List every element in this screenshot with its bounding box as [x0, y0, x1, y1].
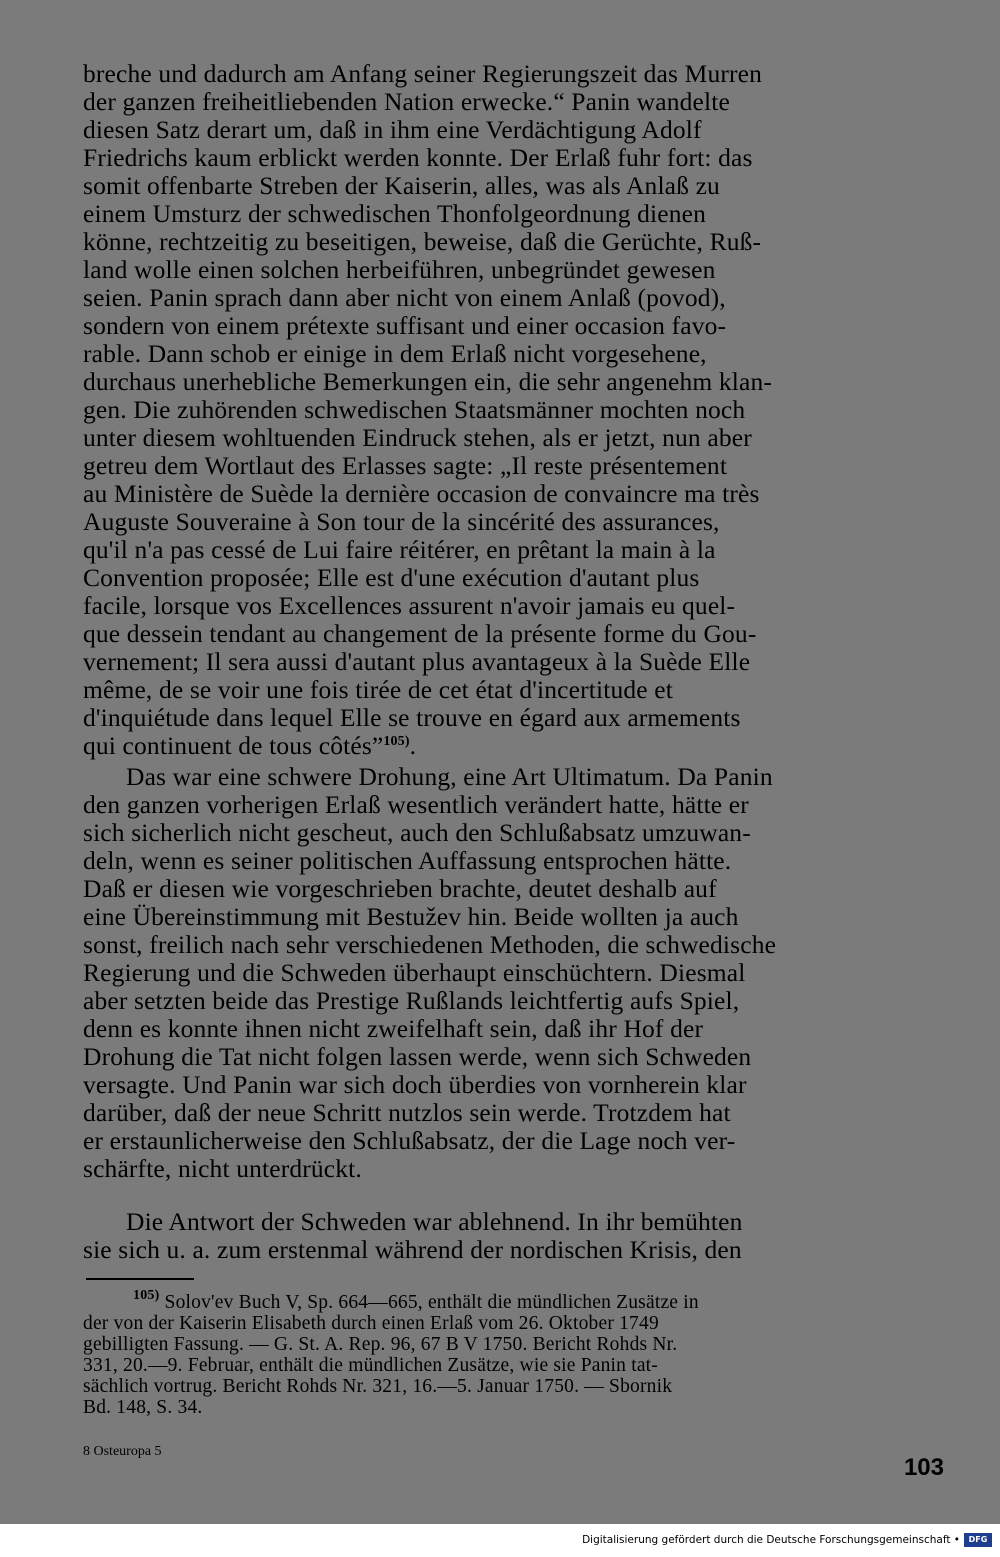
body-line: sie sich u. a. zum erstenmal während der nordischen Krisis, den: [83, 1235, 742, 1264]
footnote-line: gebilligten Fassung. — G. St. A. Rep. 96, 67 B V 1750. Bericht Rohds Nr.: [83, 1334, 678, 1355]
footnote-line: Bd. 148, S. 34.: [83, 1397, 203, 1418]
body-line: den ganzen vorherigen Erlaß wesentlich verändert hatte, hätte er: [83, 790, 749, 819]
body-line: facile, lorsque vos Excellences assurent n'avoir jamais eu quel-: [83, 591, 736, 620]
body-line: diesen Satz derart um, daß in ihm eine Verdächtigung Adolf: [83, 115, 702, 144]
body-line: somit offenbarte Streben der Kaiserin, alles, was als Anlaß zu: [83, 171, 720, 200]
printer-signature: 8 Osteuropa 5: [83, 1444, 162, 1459]
body-line: breche und dadurch am Anfang seiner Regierungszeit das Murren: [83, 59, 762, 88]
body-line: même, de se voir une fois tirée de cet état d'incertitude et: [83, 675, 673, 704]
body-line: seien. Panin sprach dann aber nicht von einem Anlaß (povod),: [83, 283, 726, 312]
body-line: deln, wenn es seiner politischen Auffassung entsprochen hätte.: [83, 846, 732, 875]
footnote-divider: [86, 1278, 194, 1280]
body-line: denn es konnte ihnen nicht zweifelhaft sein, daß ihr Hof der: [83, 1014, 704, 1043]
body-line: vernement; Il sera aussi d'autant plus avantageux à la Suède Elle: [83, 647, 751, 676]
body-text: qui continuent de tous côtés”: [83, 731, 384, 760]
footnote-line: [133, 1288, 943, 1313]
body-line: getreu dem Wortlaut des Erlasses sagte: „Il reste présentement: [83, 451, 728, 480]
funding-credit[interactable]: Digitalisierung gefördert durch die Deutsche Forschungsgemeinschaft •: [582, 1534, 960, 1546]
body-line: que dessein tendant au changement de la présente forme du Gou-: [83, 619, 757, 648]
footnote-line: 331, 20.—9. Februar, enthält die mündlichen Zusätze, wie sie Panin tat-: [83, 1355, 658, 1376]
body-line: eine Übereinstimmung mit Bestužev hin. Beide wollten ja auch: [83, 902, 739, 931]
body-line: unter diesem wohltuenden Eindruck stehen, als er jetzt, nun aber: [83, 423, 752, 452]
body-line: darüber, daß der neue Schritt nutzlos sein werde. Trotzdem hat: [83, 1098, 731, 1127]
body-line: der ganzen freiheitliebenden Nation erwecke.“ Panin wandelte: [83, 87, 730, 116]
body-line: könne, rechtzeitig zu beseitigen, beweise, daß die Gerüchte, Ruß-: [83, 227, 762, 256]
body-line: Die Antwort der Schweden war ablehnend. In ihr bemühten: [126, 1207, 743, 1236]
footnote-line: sächlich vortrug. Bericht Rohds Nr. 321, 16.—5. Januar 1750. — Sbornik: [83, 1376, 673, 1397]
page-number: 103: [903, 1454, 944, 1481]
body-line: Das war eine schwere Drohung, eine Art Ultimatum. Da Panin: [126, 762, 773, 791]
body-line: d'inquiétude dans lequel Elle se trouve en égard aux armements: [83, 703, 741, 732]
body-line: aber setzten beide das Prestige Rußlands leichtfertig aufs Spiel,: [83, 986, 740, 1015]
body-line: Convention proposée; Elle est d'une exécution d'autant plus: [83, 563, 700, 592]
body-line: au Ministère de Suède la dernière occasion de convaincre ma très: [83, 479, 760, 508]
footnote-text: Solov'ev Buch V, Sp. 664—665, enthält die mündlichen Zusätze in: [164, 1292, 699, 1313]
body-line: versagte. Und Panin war sich doch überdies von vornherein klar: [83, 1070, 747, 1099]
body-line: einem Umsturz der schwedischen Thonfolgeordnung dienen: [83, 199, 707, 228]
digitization-footer: [0, 1524, 1000, 1557]
body-line: Friedrichs kaum erblickt werden konnte. Der Erlaß fuhr fort: das: [83, 143, 753, 172]
body-line: Auguste Souveraine à Son tour de la sincérité des assurances,: [83, 507, 720, 536]
body-line: rable. Dann schob er einige in dem Erlaß nicht vorgesehene,: [83, 339, 707, 368]
body-line: durchaus unerhebliche Bemerkungen ein, die sehr angenehm klan-: [83, 367, 773, 396]
body-line: gen. Die zuhörenden schwedischen Staatsmänner mochten noch: [83, 395, 746, 424]
body-line: qu'il n'a pas cessé de Lui faire réitérer, en prêtant la main à la: [83, 535, 716, 564]
body-line: sondern von einem prétexte suffisant und einer occasion favo-: [83, 311, 727, 340]
body-line: Daß er diesen wie vorgeschrieben brachte, deutet deshalb auf: [83, 874, 717, 903]
body-text: .: [409, 731, 417, 760]
body-line: Regierung und die Schweden überhaupt einschüchtern. Diesmal: [83, 958, 746, 987]
body-line: sonst, freilich nach sehr verschiedenen Methoden, die schwedische: [83, 930, 777, 959]
body-line: [83, 732, 943, 760]
footnote-reference[interactable]: 105): [383, 734, 410, 749]
body-line: er erstaunlicherweise den Schlußabsatz, der die Lage noch ver-: [83, 1126, 736, 1155]
body-line: land wolle einen solchen herbeiführen, unbegründet gewesen: [83, 255, 716, 284]
body-line: schärfte, nicht unterdrückt.: [83, 1154, 362, 1183]
dfg-logo-icon[interactable]: DFG: [964, 1533, 992, 1547]
footnote-line: der von der Kaiserin Elisabeth durch einen Erlaß vom 26. Oktober 1749: [83, 1313, 659, 1334]
body-line: sich sicherlich nicht gescheut, auch den Schlußabsatz umzuwan-: [83, 818, 751, 847]
body-line: Drohung die Tat nicht folgen lassen werde, wenn sich Schweden: [83, 1042, 752, 1071]
footnote-marker: 105): [133, 1288, 160, 1303]
